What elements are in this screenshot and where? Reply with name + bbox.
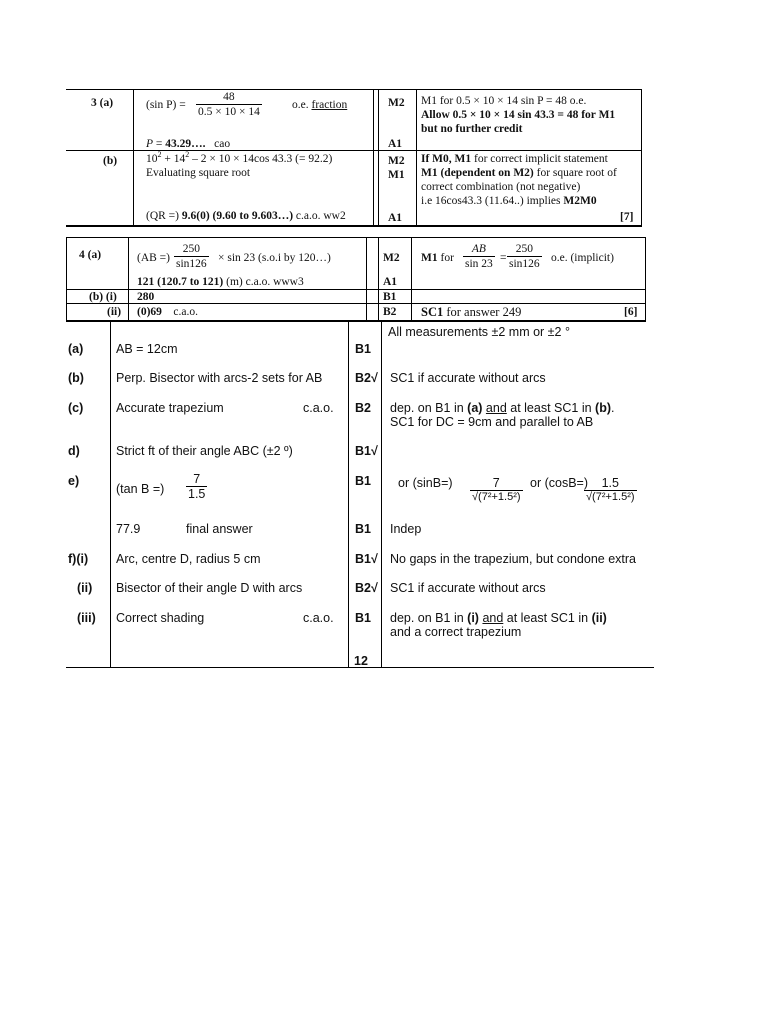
q3b-cao: c.a.o. ww2: [295, 210, 346, 222]
q3a-cao: cao: [214, 138, 231, 150]
q4a-fraction: [174, 242, 209, 271]
q3a-oe: [292, 98, 347, 112]
q5c-n1a: dep. on B1 in: [390, 401, 468, 415]
q4a-note-den2: sin126: [509, 258, 540, 270]
q3a-mark-m2: M2: [388, 97, 405, 109]
q5fii-label: (ii): [77, 581, 93, 595]
q3a-result: [146, 137, 230, 151]
q5fii-text: Bisector of their angle D with arcs: [116, 581, 303, 595]
q5fiii-note2: and a correct trapezium: [390, 625, 522, 639]
q4a-note-den1: sin 23: [465, 258, 493, 270]
q5e-cos-fraction: [584, 476, 637, 503]
q4a-num: 250: [182, 243, 200, 255]
q4a-result: [137, 275, 304, 289]
q3b-note2: [421, 166, 617, 180]
q4bii-label: (ii): [107, 306, 122, 318]
q3b-note4: [421, 194, 597, 208]
q3b-note2-b: M1 (dependent on M2): [421, 167, 534, 179]
q3a-note1: M1 for 0.5 × 10 × 14 sin P = 48 o.e.: [421, 95, 587, 107]
q4bii-cao: c.a.o.: [173, 306, 199, 318]
q3-total: [7]: [620, 211, 634, 223]
q5c-n1b: (a): [467, 401, 483, 415]
q4a-tail: × sin 23 (s.o.i by 120…): [218, 252, 331, 264]
q5-header-note: All measurements ±2 mm or ±2 °: [388, 325, 570, 339]
q4a-label: 4 (a): [79, 249, 102, 261]
q5fiii-n1b: (i): [467, 611, 479, 625]
q3b-note1-b: If M0, M1: [421, 153, 472, 165]
q5b-text: Perp. Bisector with arcs-2 sets for AB: [116, 371, 323, 385]
q3b-t3: – 2 × 10 × 14cos 43.3 (= 92.2): [189, 153, 333, 165]
q5e-label: e): [68, 474, 80, 488]
q3b-mark-m1: M1: [388, 169, 405, 181]
q5b-label: (b): [68, 371, 84, 385]
q3a-label: 3 (a): [91, 97, 114, 109]
q5-total: 12: [354, 654, 368, 668]
q4bii-note-r: for answer 249: [443, 305, 522, 319]
q3b-note2-r: for square root of: [533, 167, 617, 179]
q3a-num: 48: [223, 91, 235, 103]
q5fiii-text: Correct shading: [116, 611, 205, 625]
q5a-text: AB = 12cm: [116, 342, 178, 356]
q3a-den: 0.5 × 10 × 14: [198, 106, 260, 118]
q4a-note-eq: =: [500, 252, 507, 264]
q5a-mark: B1: [355, 342, 371, 356]
q5e-sin-fraction: [470, 476, 523, 503]
q4a-note-frac2: [507, 242, 542, 271]
q3a-val: 43.29….: [165, 138, 206, 150]
q3b-t2: + 14: [161, 153, 186, 165]
q5b-note: SC1 if accurate without arcs: [390, 371, 546, 385]
q3b-t1: 10: [146, 153, 158, 165]
q5c-n1f: .: [611, 401, 615, 415]
q4bii-note-b: SC1: [421, 305, 444, 319]
q4a-mark-a1: A1: [383, 276, 398, 288]
q4-total: [6]: [624, 306, 638, 318]
q5b-mark: B2√: [355, 371, 378, 385]
q4a-cao: (m) c.a.o. www3: [223, 276, 304, 288]
q4bii-mark: B2: [383, 306, 397, 318]
q5c-note2: SC1 for DC = 9cm and parallel to AB: [390, 415, 594, 429]
q5e2-val: 77.9: [116, 522, 141, 536]
q5a-label: (a): [68, 342, 84, 356]
q3b-qr: (QR =): [146, 210, 179, 222]
q4bii-note: [421, 305, 521, 319]
q4a-note-for: for: [437, 252, 454, 264]
q3b-note4-r: i.e 16cos43.3 (11.64..) implies: [421, 195, 564, 207]
q5e-lhs: (tan B =): [116, 482, 165, 496]
q5fii-mark: B2√: [355, 581, 378, 595]
q5e-den: 1.5: [188, 487, 206, 501]
q5fiii-mark: B1: [355, 611, 371, 625]
q5fiii-n1c: and: [482, 611, 504, 625]
q5d-mark: B1√: [355, 444, 378, 458]
q4bii-val: (0)69: [137, 306, 162, 318]
q3b-line2: Evaluating square root: [146, 167, 251, 179]
q4bii-line: [137, 305, 198, 319]
q5e-or2: or (cosB=): [530, 476, 589, 490]
q4bi-val: 280: [137, 291, 155, 303]
q5c-cao: c.a.o.: [303, 401, 334, 415]
q4a-val: 121 (120.7 to 121): [137, 276, 224, 288]
q3a-oe-text: o.e.: [292, 99, 309, 111]
q4a-lhs: (AB =): [137, 252, 170, 264]
q3b-val: 9.6(0) (9.60 to 9.603…): [181, 210, 294, 222]
q5fiii-note1: [390, 611, 607, 625]
q5e-num: 7: [193, 472, 201, 486]
q4a-note-lead: [421, 251, 454, 265]
q5e-sin-den: √(7²+1.5²): [472, 491, 521, 503]
q5c-n1e: (b): [595, 401, 611, 415]
q3a-fraction-word: fraction: [311, 99, 348, 111]
q5f-label: f)(i): [68, 552, 89, 566]
q5fii-note: SC1 if accurate without arcs: [390, 581, 546, 595]
q3a-var: P: [146, 138, 154, 150]
q4bi-label: (b) (i): [89, 291, 117, 303]
q3b-mark-m2: M2: [388, 155, 405, 167]
q3b-sup2: 2: [185, 150, 190, 160]
q3a-note2: Allow 0.5 × 10 × 14 sin 43.3 = 48 for M1: [421, 109, 616, 121]
q3a-note3: but no further credit: [421, 123, 523, 135]
q3b-note4-b: M2M0: [563, 195, 597, 207]
q4a-note-frac1: [463, 242, 495, 271]
q5f-text: Arc, centre D, radius 5 cm: [116, 552, 261, 566]
q4a-den: sin126: [176, 258, 207, 270]
q5f-mark: B1√: [355, 552, 378, 566]
q5e-mark: B1: [355, 474, 371, 488]
q5fiii-n1e: (ii): [591, 611, 607, 625]
q3b-mark-a1: A1: [388, 212, 403, 224]
q3a-eq: =: [153, 138, 166, 150]
q3a-lhs: (sin P) =: [146, 99, 186, 111]
q5e2-note: Indep: [390, 522, 422, 536]
q5fiii-n1d: at least SC1 in: [503, 611, 592, 625]
q3a-mark-a1: A1: [388, 138, 403, 150]
q5e2-mark: B1: [355, 522, 371, 536]
q4bi-mark: B1: [383, 291, 397, 303]
q5c-n1d: at least SC1 in: [506, 401, 596, 415]
q3b-note3: correct combination (not negative): [421, 181, 581, 193]
q4a-note-num1: AB: [471, 243, 486, 255]
q5c-mark: B2: [355, 401, 371, 415]
q4a-note-m1: M1: [421, 252, 438, 264]
q5fiii-label: (iii): [77, 611, 96, 625]
q3b-line1: [146, 152, 332, 166]
q5f-note: No gaps in the trapezium, but condone extra: [390, 552, 636, 566]
q4a-note-tail: o.e. (implicit): [551, 252, 614, 264]
q5c-note1: [390, 401, 614, 415]
q3b-label: (b): [103, 155, 118, 167]
q4a-mark-m2: M2: [383, 252, 400, 264]
q4a-note-num2: 250: [515, 243, 533, 255]
q5c-label: (c): [68, 401, 84, 415]
q5c-text: Accurate trapezium: [116, 401, 224, 415]
q5fiii-n1a: dep. on B1 in: [390, 611, 468, 625]
q3b-result: [146, 209, 346, 223]
q5e-sin-num: 7: [492, 476, 500, 490]
q5e-or1: or (sinB=): [398, 476, 453, 490]
q5fiii-cao: c.a.o.: [303, 611, 334, 625]
q3a-fraction: [196, 90, 262, 119]
q5e2-text: final answer: [186, 522, 253, 536]
q5d-label: d): [68, 444, 80, 458]
q5e-cos-den: √(7²+1.5²): [586, 491, 635, 503]
q5c-n1c: and: [485, 401, 507, 415]
q3b-note1-r: for correct implicit statement: [471, 153, 608, 165]
q3b-note1: [421, 152, 608, 166]
q3b-sup1: 2: [157, 150, 162, 160]
q5d-text: Strict ft of their angle ABC (±2 º): [116, 444, 293, 458]
q5e-fraction: [186, 472, 207, 501]
q5e-cos-num: 1.5: [601, 476, 619, 490]
